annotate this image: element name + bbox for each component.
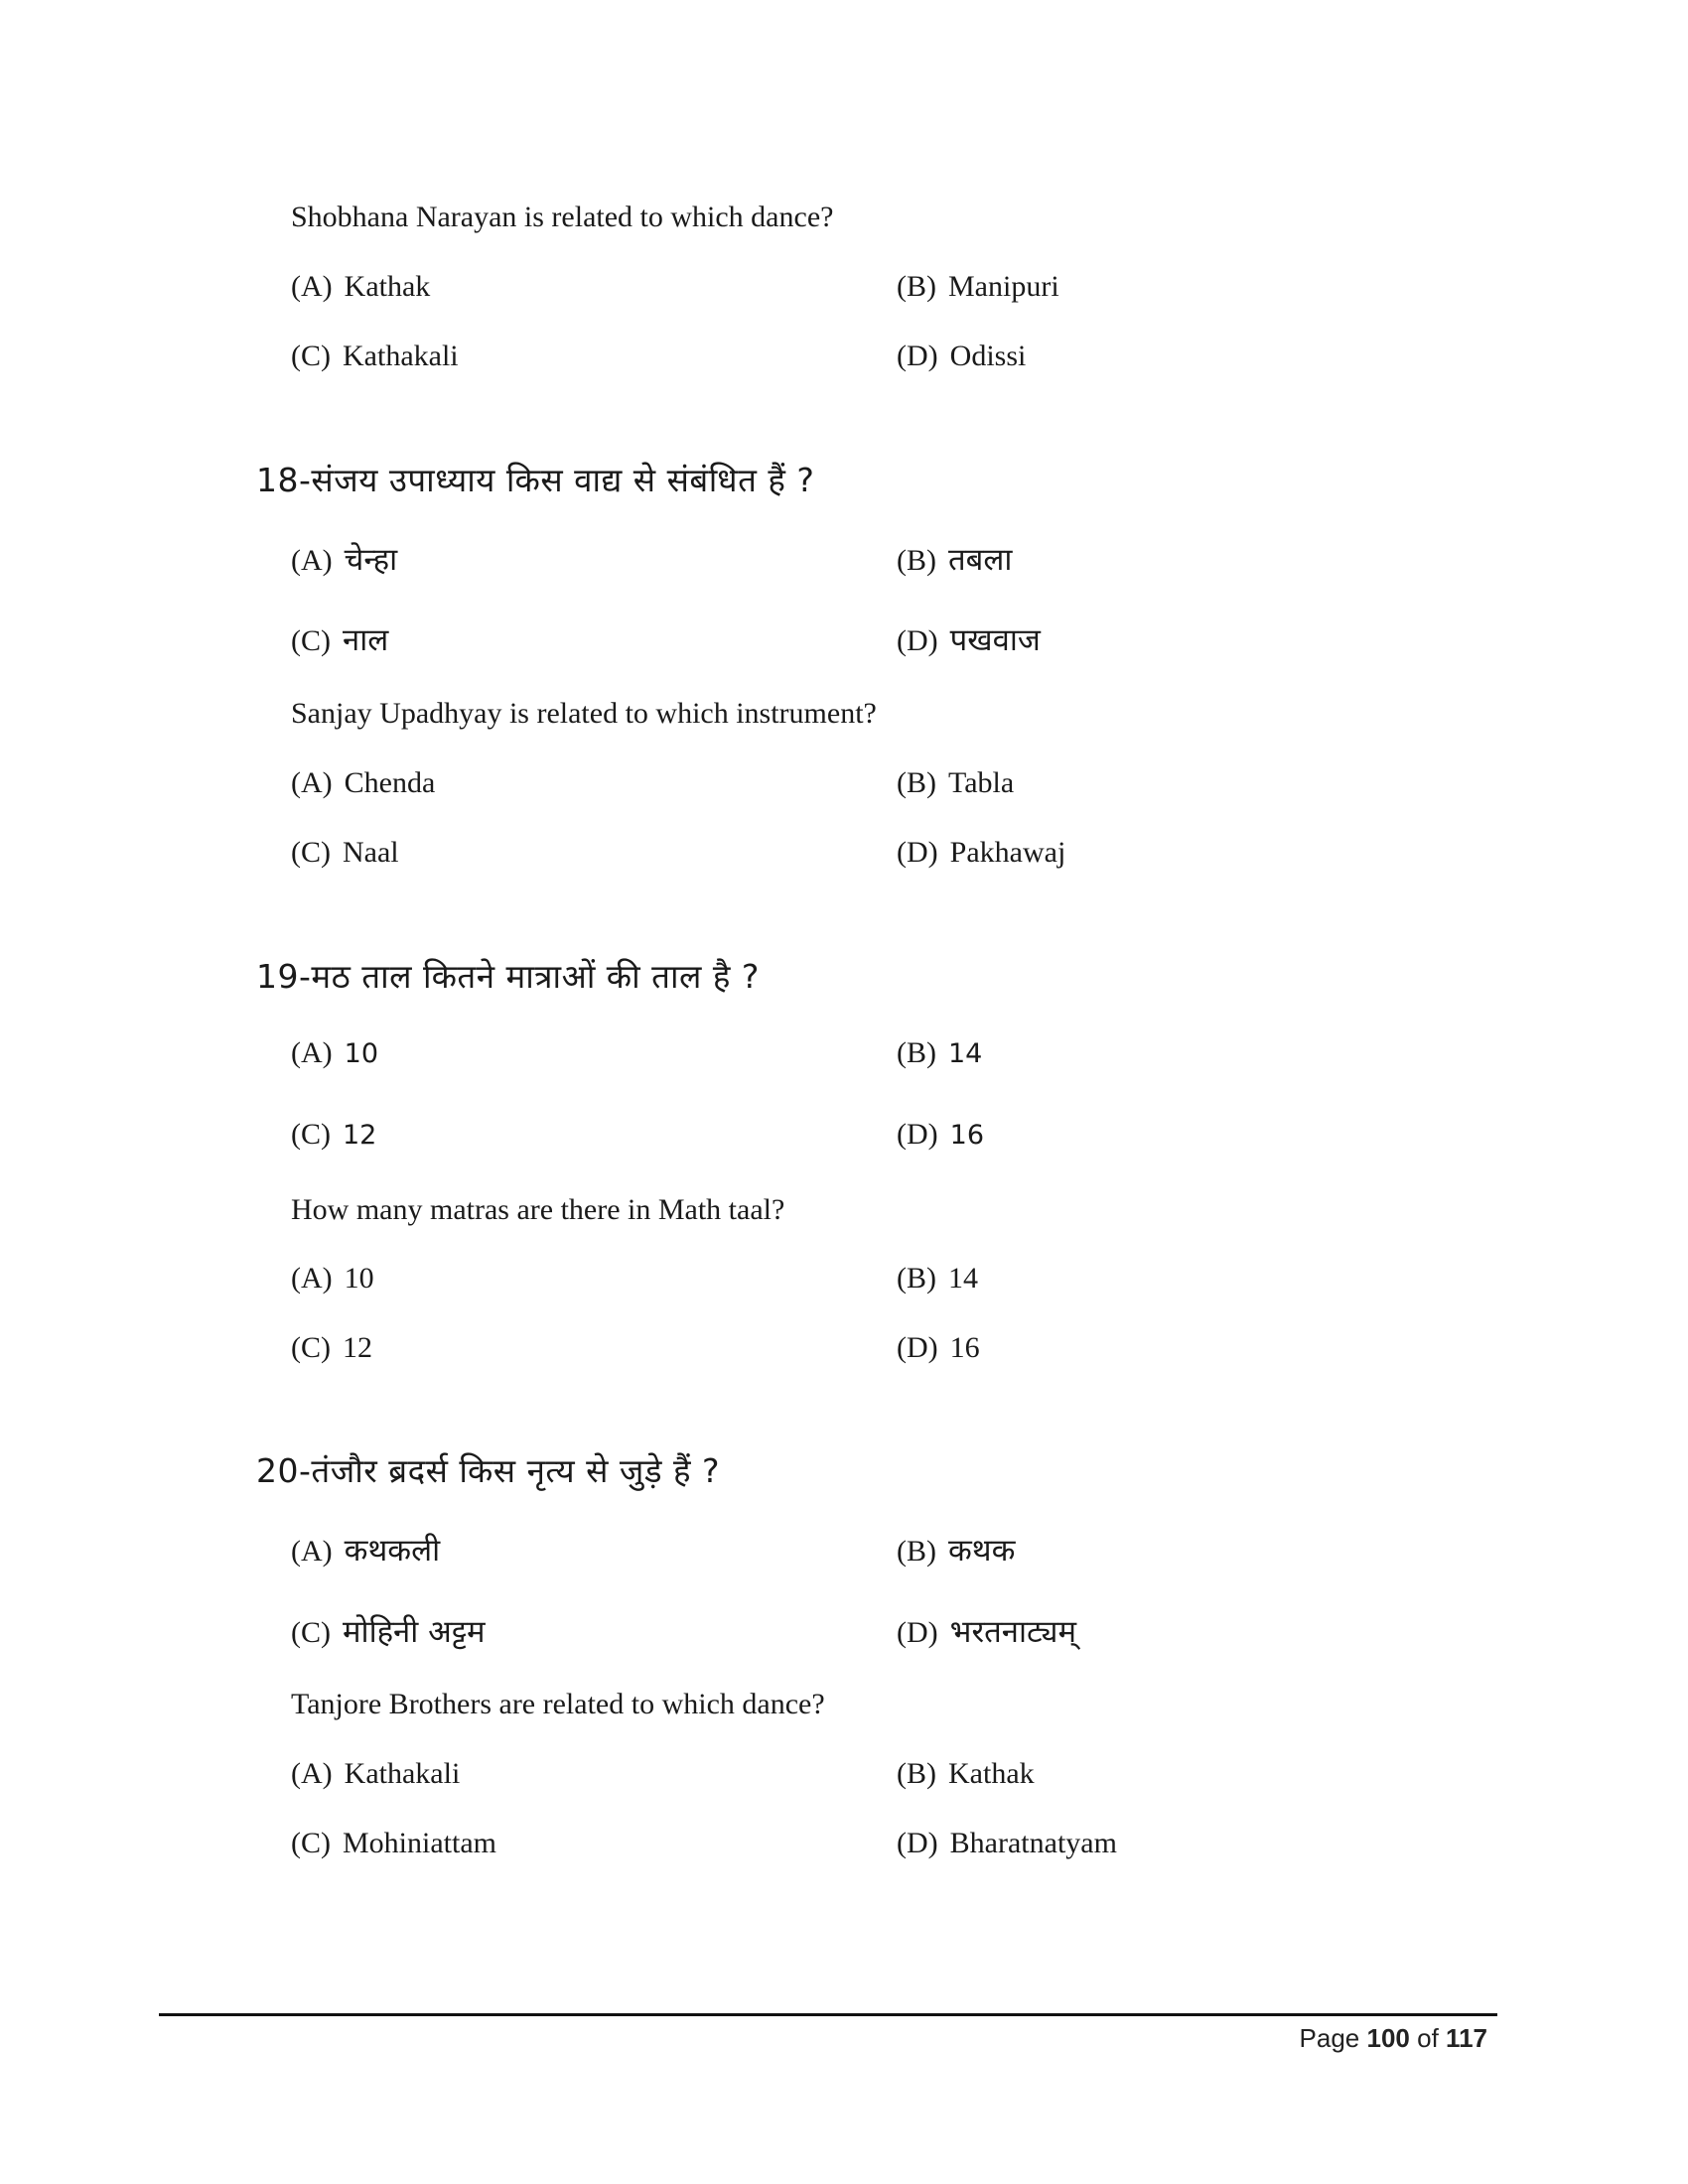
option-b-hindi: (B) 14 xyxy=(897,1036,983,1069)
page-number xyxy=(1300,2023,1487,2054)
question-text: Shobhana Narayan is related to which dance? xyxy=(291,201,834,233)
question-text-english: How many matras are there in Math taal? xyxy=(291,1193,785,1226)
option-d: (D) Pakhawaj xyxy=(897,836,1066,869)
option-a: (A) Kathakali xyxy=(291,1757,461,1790)
option-c-hindi: (C) 12 xyxy=(291,1118,377,1151)
option-a: (A) 10 xyxy=(291,1262,374,1295)
option-c: (C) Naal xyxy=(291,836,399,869)
option-c-hindi: (C) मोहिनी अट्टम xyxy=(291,1614,486,1650)
option-d: (D) Odissi xyxy=(897,340,1027,372)
option-c-hindi: (C) नाल xyxy=(291,622,389,658)
option-b: (B) Tabla xyxy=(897,766,1015,799)
option-b: (B) 14 xyxy=(897,1262,978,1295)
option-c: (C) Kathakali xyxy=(291,340,459,372)
option-d-hindi: (D) भरतनाट्यम् xyxy=(897,1614,1077,1650)
question-text-english: Tanjore Brothers are related to which dance? xyxy=(291,1688,825,1720)
option-d: (D) Bharatnatyam xyxy=(897,1827,1117,1859)
option-b-hindi: (B) कथक xyxy=(897,1533,1016,1569)
option-b-hindi: (B) तबला xyxy=(897,542,1013,578)
total-pages: 117 xyxy=(1446,2023,1487,2053)
option-d-hindi: (D) 16 xyxy=(897,1118,985,1151)
option-a-hindi: (A) चेन्हा xyxy=(291,542,398,578)
page-word: Page xyxy=(1299,2023,1360,2053)
option-a: (A) Kathak xyxy=(291,270,431,303)
footer-divider xyxy=(159,2013,1497,2016)
option-c: (C) 12 xyxy=(291,1331,372,1364)
option-d-hindi: (D) पखवाज xyxy=(897,622,1041,658)
option-a: (A) Chenda xyxy=(291,766,436,799)
option-a-hindi: (A) कथकली xyxy=(291,1533,441,1569)
option-a-hindi: (A) 10 xyxy=(291,1036,379,1069)
option-d: (D) 16 xyxy=(897,1331,980,1364)
question-text-hindi: 19-मठ ताल कितने मात्राओं की ताल है ? xyxy=(256,957,760,996)
option-b: (B) Manipuri xyxy=(897,270,1059,303)
option-c: (C) Mohiniattam xyxy=(291,1827,496,1859)
current-page: 100 xyxy=(1366,2023,1410,2053)
question-text-hindi: 20-तंजौर ब्रदर्स किस नृत्य से जुड़े हैं ? xyxy=(256,1451,721,1490)
question-text-english: Sanjay Upadhyay is related to which instrument? xyxy=(291,697,877,730)
question-text-hindi: 18-संजय उपाध्याय किस वाद्य से संबंधित हैं ? xyxy=(256,461,815,499)
of-word: of xyxy=(1417,2023,1439,2053)
option-b: (B) Kathak xyxy=(897,1757,1035,1790)
